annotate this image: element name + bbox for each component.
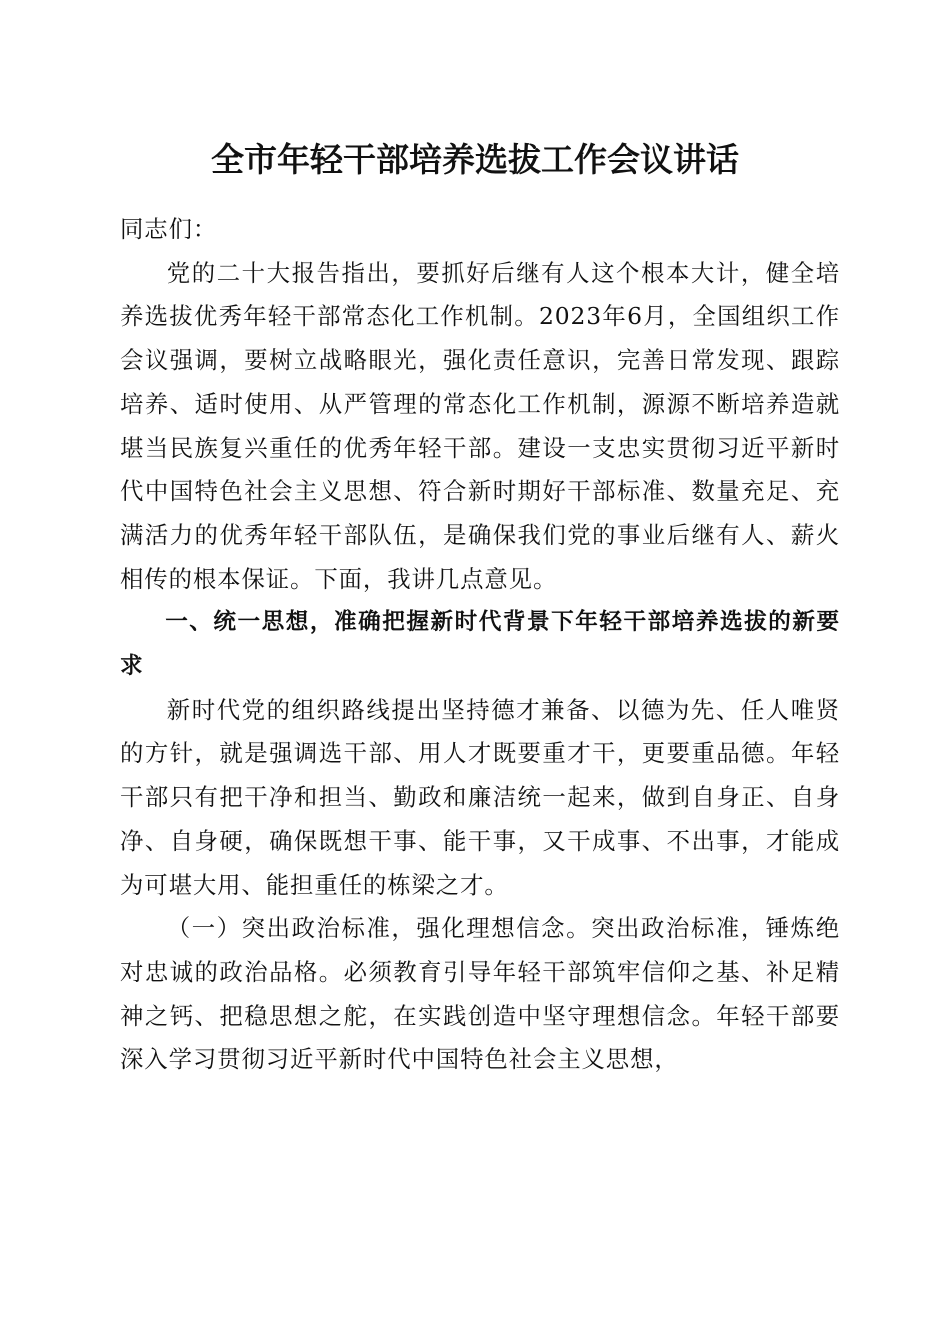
page-title: 全市年轻干部培养选拔工作会议讲话	[211, 140, 739, 179]
paragraph-subsection-1: （一）突出政治标准，强化理想信念。突出政治标准，锤炼绝对忠诚的政治品格。必须教育引导年轻干部筑牢信仰之基、补足精神之钙、把稳思想之舵，在实践创造中坚守理想信念。年轻干部要深入学习贯彻习近平新时代中国特色社会主义思想，	[120, 914, 840, 1074]
paragraph-section-1: 新时代党的组织路线提出坚持德才兼备、以德为先、任人唯贤的方针，就是强调选干部、用人才既要重才干，更要重品德。年轻干部只有把干净和担当、勤政和廉洁统一起来，做到自身正、自身净、自身硬，确保既想干事、能干事，又干成事、不出事，才能成为可堪大用、能担重任的栋梁之才。	[120, 695, 840, 899]
paragraph-intro: 党的二十大报告指出，要抓好后继有人这个根本大计，健全培养选拔优秀年轻干部常态化工作机制。2023年6月，全国组织工作会议强调，要树立战略眼光，强化责任意识，完善日常发现、跟踪培养、适时使用、从严管理的常态化工作机制，源源不断培养造就堪当民族复兴重任的优秀年轻干部。建设一支忠实贯彻习近平新时代中国特色社会主义思想、符合新时期好干部标准、数量充足、充满活力的优秀年轻干部队伍，是确保我们党的事业后继有人、薪火相传的根本保证。下面，我讲几点意见。	[120, 258, 840, 593]
document-body	[120, 208, 840, 1082]
section-heading-1: 一、统一思想，准确把握新时代背景下年轻干部培养选拔的新要求	[120, 609, 840, 680]
greeting: 同志们：	[120, 215, 218, 243]
